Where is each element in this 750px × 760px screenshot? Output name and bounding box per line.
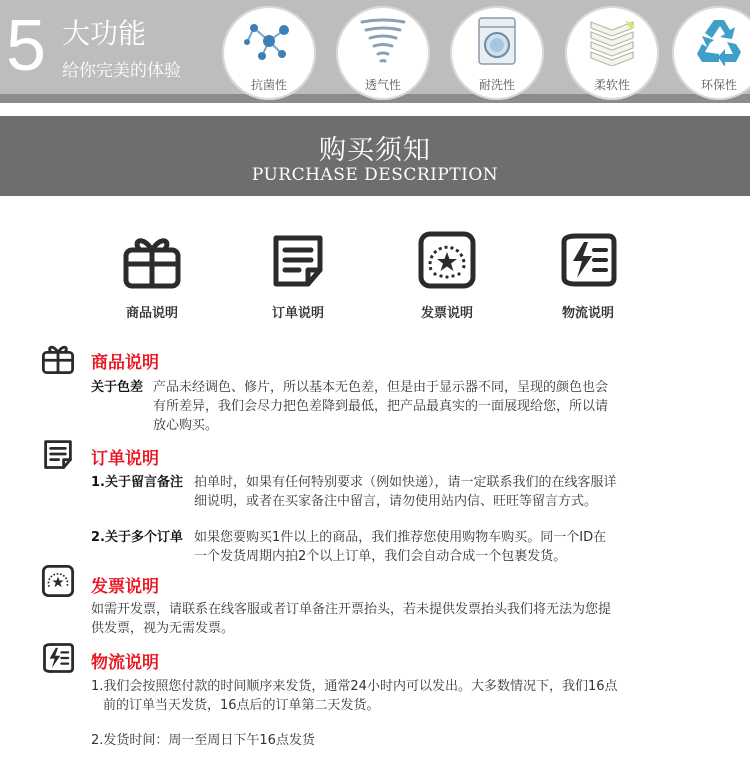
invoice-stamp-icon (40, 563, 76, 599)
text-line: 1.我们会按照您付款的时间顺序来发货，通常24小时内可以发出。大多数情况下，我们16点 (91, 679, 618, 694)
feature-label: 环保性 (700, 78, 737, 92)
order-note-icon (40, 436, 76, 472)
category-order (253, 228, 343, 321)
features-band (0, 0, 750, 103)
order-note-text (194, 473, 694, 511)
text-line: 供发票，视为无需发票。 (91, 621, 235, 636)
feature-washable (450, 6, 544, 100)
color-difference-text (153, 378, 693, 435)
feature-antibacterial (222, 6, 316, 100)
text-line: 放心购买。 (153, 418, 219, 433)
feature-eco (672, 6, 750, 100)
text-line: 一个发货周期内拍2个以上订单，我们会自动合成一个包裹发货。 (194, 549, 567, 564)
fast-delivery-icon (40, 640, 76, 676)
feature-breathable (336, 6, 430, 100)
gift-icon (40, 340, 76, 376)
molecule-icon (242, 16, 296, 66)
shipping-time-text: 2.发货时间：周一至周日下午16点发货 (91, 733, 315, 748)
category-logistics (543, 228, 633, 321)
text-line: 细说明，或者在买家备注中留言，请勿使用站内信、旺旺等留言方式。 (194, 494, 598, 509)
text-line: 拍单时，如果有任何特别要求（例如快递），请一定联系我们的在线客服详 (194, 475, 617, 490)
multiple-orders-label: 2.关于多个订单 (91, 530, 183, 545)
category-label: 订单说明 (271, 306, 324, 321)
features-subtitle: 给你完美的体验 (62, 61, 181, 81)
product-section-title: 商品说明 (91, 353, 159, 373)
fast-delivery-icon (556, 228, 620, 292)
logistics-section-title: 物流说明 (91, 653, 159, 673)
category-label: 物流说明 (561, 306, 614, 321)
text-line: 有所差异，我们会尽力把色差降到最低，把产品最真实的一面展现给您，所以请 (153, 399, 609, 414)
category-invoice (402, 228, 492, 321)
washing-machine-icon (470, 16, 524, 66)
gift-icon (120, 228, 184, 292)
folded-towels-icon (585, 16, 639, 66)
invoice-stamp-icon (415, 228, 479, 292)
text-line: 前的订单当天发货，16点后的订单第二天发货。 (103, 698, 380, 713)
feature-label: 抗菌性 (250, 78, 287, 92)
feature-label: 透气性 (364, 78, 401, 92)
category-label: 发票说明 (420, 306, 473, 321)
feature-soft (565, 6, 659, 100)
category-product (107, 228, 197, 321)
category-label: 商品说明 (125, 306, 178, 321)
feature-label: 耐洗性 (478, 78, 515, 92)
banner-subtitle: PURCHASE DESCRIPTION (251, 165, 499, 185)
order-section-title: 订单说明 (91, 449, 159, 469)
banner-title: 购买须知 (319, 135, 431, 166)
features-title: 大功能 (62, 17, 147, 50)
tornado-icon (356, 16, 410, 66)
feature-label: 柔软性 (593, 78, 630, 92)
purchase-banner (0, 116, 750, 196)
text-line: 如需开发票，请联系在线客服或者订单备注开票抬头，若未提供发票抬头我们将无法为您提 (91, 602, 612, 617)
order-note-icon (266, 228, 330, 292)
invoice-text (91, 600, 671, 638)
text-line: 如果您要购买1件以上的商品，我们推荐您使用购物车购买。同一个ID在 (194, 530, 607, 545)
recycle-icon (692, 16, 746, 66)
order-note-label: 1.关于留言备注 (91, 475, 183, 490)
invoice-section-title: 发票说明 (91, 577, 159, 597)
text-line: 产品未经调色、修片，所以基本无色差，但是由于显示器不同，呈现的颜色也会 (153, 380, 609, 395)
multiple-orders-text (194, 528, 694, 566)
color-difference-label: 关于色差 (91, 380, 144, 395)
features-number: 5 (6, 6, 47, 86)
shipping-order-text (91, 677, 671, 715)
